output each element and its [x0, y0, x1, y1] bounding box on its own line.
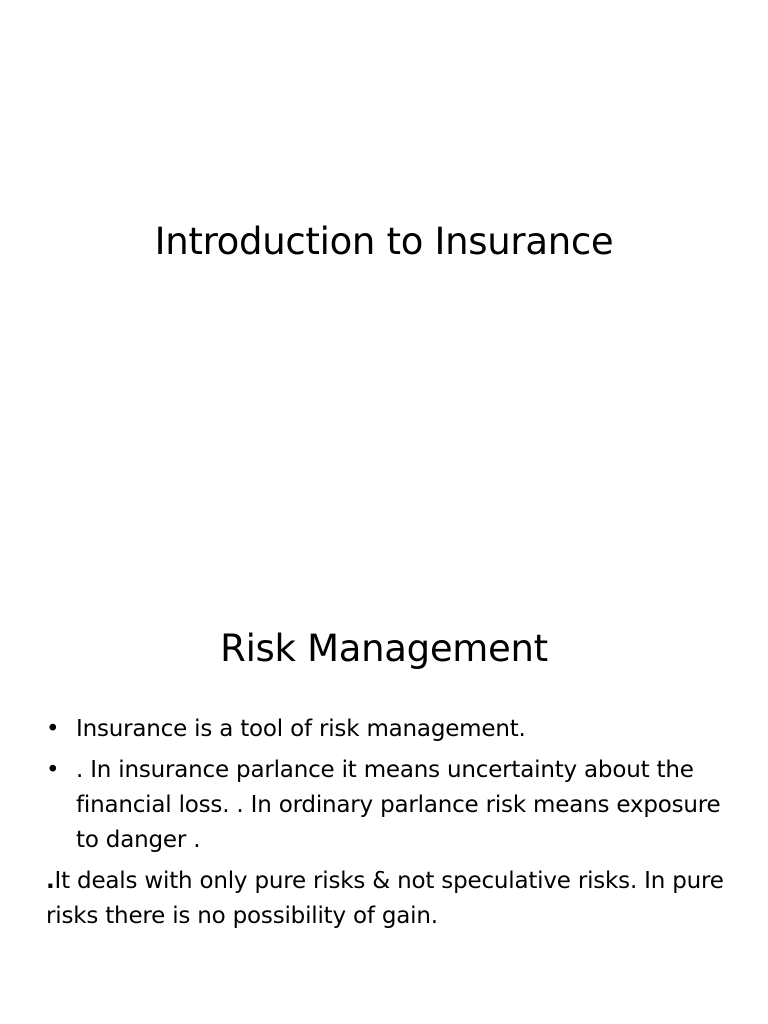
slide-risk-management: [0, 512, 768, 1024]
paragraph-lead: .: [46, 868, 55, 894]
bullet-item: [46, 712, 726, 747]
slide-body: [46, 712, 726, 934]
bullet-icon: •: [46, 716, 60, 742]
bullet-item: [46, 753, 726, 858]
slide-title: Introduction to Insurance: [154, 220, 614, 263]
slide-title: Risk Management: [220, 627, 548, 670]
bullet-icon: •: [46, 757, 60, 783]
body-paragraph: [46, 864, 726, 934]
bullet-list: [46, 712, 726, 858]
bullet-text: . In insurance parlance it means uncertainty about the financial loss. . In ordinary parlance risk means exposure to danger .: [76, 757, 721, 853]
paragraph-text: It deals with only pure risks & not speculative risks. In pure risks there is no possibility of gain.: [46, 868, 724, 929]
bullet-text: Insurance is a tool of risk management.: [76, 716, 526, 742]
